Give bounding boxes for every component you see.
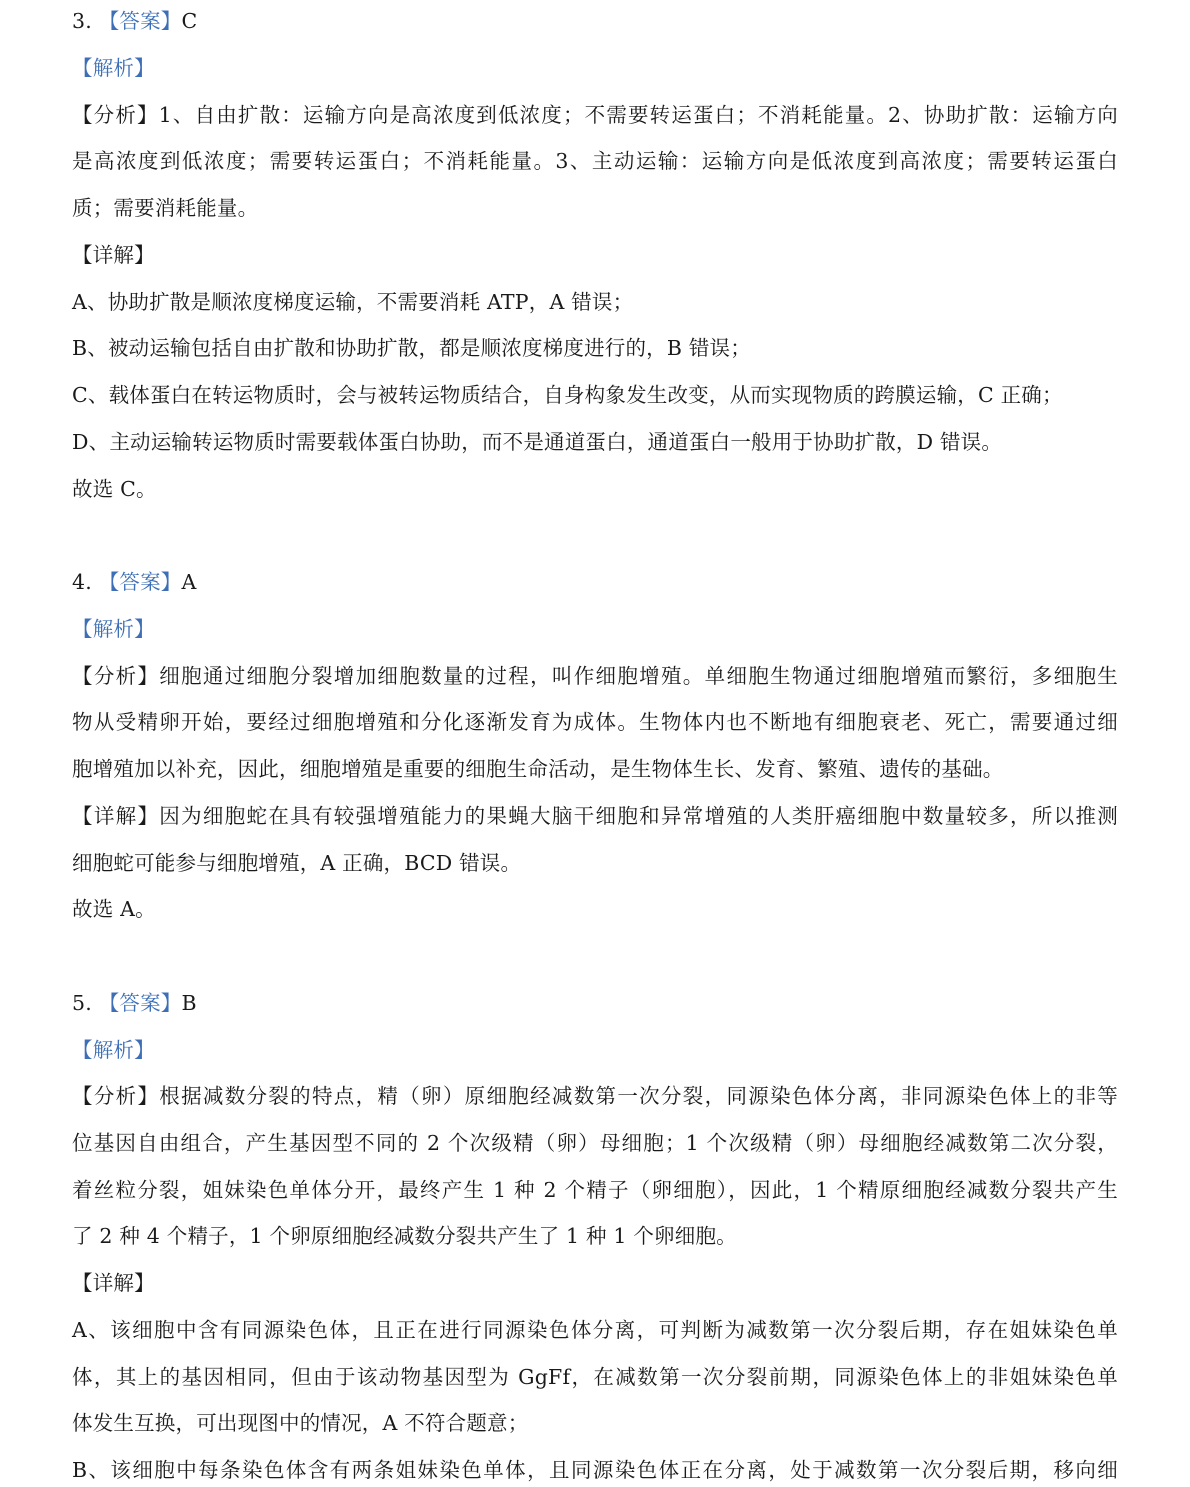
q5-analysis-line: 【分析】根据减数分裂的特点，精（卵）原细胞经减数第一次分裂，同源染色体分离，非同源染色体上的非等 <box>72 1084 1118 1108</box>
q3-conclusion: 故选 C。 <box>72 477 157 501</box>
q4-detail-line: 细胞蛇可能参与细胞增殖，A 正确，BCD 错误。 <box>72 851 522 875</box>
q3-detail-line: B、被动运输包括自由扩散和协助扩散，都是顺浓度梯度进行的，B 错误； <box>72 336 751 360</box>
q3-answer-heading <box>72 6 1118 36</box>
q5-detail-label: 【详解】 <box>72 1271 155 1295</box>
q3-analysis-line: 是高浓度到低浓度；需要转运蛋白；不消耗能量。3、主动运输：运输方向是低浓度到高浓度；需要转运蛋白 <box>72 149 1118 173</box>
q4-detail-line: 【详解】因为细胞蛇在具有较强增殖能力的果蝇大脑干细胞和异常增殖的人类肝癌细胞中数量较多，所以推测 <box>72 804 1118 828</box>
q4-answer-heading <box>72 567 1118 597</box>
q3-detail-label: 【详解】 <box>72 243 155 267</box>
q3-answer-value: C <box>181 9 198 33</box>
q4-analysis-line: 物从受精卵开始，要经过细胞增殖和分化逐渐发育为成体。生物体内也不断地有细胞衰老、死亡，需要通过细 <box>72 710 1118 734</box>
q4-answer-tag: 【答案】 <box>98 570 182 594</box>
q5-answer-tag: 【答案】 <box>98 991 182 1015</box>
q3-analysis-line: 质；需要消耗能量。 <box>72 196 259 220</box>
q3-jiexi-label: 【解析】 <box>72 56 155 80</box>
q3-detail-line: D、主动运输转运物质时需要载体蛋白协助，而不是通道蛋白，通道蛋白一般用于协助扩散，D 错误。 <box>72 430 1003 454</box>
q4-analysis-line: 【分析】细胞通过细胞分裂增加细胞数量的过程，叫作细胞增殖。单细胞生物通过细胞增殖而繁衍，多细胞生 <box>72 664 1118 688</box>
q4-conclusion: 故选 A。 <box>72 897 156 921</box>
q3-answer-tag: 【答案】 <box>98 9 182 33</box>
q4-jiexi-label: 【解析】 <box>72 617 155 641</box>
q4-answer-value: A <box>181 570 197 594</box>
q5-analysis-line: 着丝粒分裂，姐妹染色单体分开，最终产生 1 种 2 个精子（卵细胞），因此，1 个精原细胞经减数分裂共产生 <box>72 1178 1118 1202</box>
q3-detail-line: A、协助扩散是顺浓度梯度运输，不需要消耗 ATP，A 错误； <box>72 290 634 314</box>
q5-jiexi-label: 【解析】 <box>72 1038 155 1062</box>
q5-number: 5. <box>72 991 99 1015</box>
q3-number: 3. <box>72 9 99 33</box>
q5-detail-line: 体发生互换，可出现图中的情况，A 不符合题意； <box>72 1411 529 1435</box>
q5-answer-value: B <box>181 991 197 1015</box>
q5-detail-line: A、该细胞中含有同源染色体，且正在进行同源染色体分离，可判断为减数第一次分裂后期，存在姐妹染色单 <box>72 1318 1118 1342</box>
q5-answer-heading <box>72 988 1118 1018</box>
q4-number: 4. <box>72 570 99 594</box>
q5-detail-line: B、该细胞中每条染色体含有两条姐妹染色单体，且同源染色体正在分离，处于减数第一次分裂后期，移向细 <box>72 1458 1118 1482</box>
q5-analysis-line: 位基因自由组合，产生基因型不同的 2 个次级精（卵）母细胞；1 个次级精（卵）母细胞经减数第二次分裂， <box>72 1131 1118 1155</box>
q4-analysis-line: 胞增殖加以补充，因此，细胞增殖是重要的细胞生命活动，是生物体生长、发育、繁殖、遗传的基础。 <box>72 757 1004 781</box>
q3-analysis-line: 【分析】1、自由扩散：运输方向是高浓度到低浓度；不需要转运蛋白；不消耗能量。2、协助扩散：运输方向 <box>72 103 1118 127</box>
q5-analysis-line: 了 2 种 4 个精子，1 个卵原细胞经减数分裂共产生了 1 种 1 个卵细胞。 <box>72 1224 737 1248</box>
q3-detail-line: C、载体蛋白在转运物质时，会与被转运物质结合，自身构象发生改变，从而实现物质的跨膜运输，C 正确； <box>72 383 1063 407</box>
q5-detail-line: 体，其上的基因相同，但由于该动物基因型为 GgFf，在减数第一次分裂前期，同源染色体上的非姐妹染色单 <box>72 1365 1118 1389</box>
